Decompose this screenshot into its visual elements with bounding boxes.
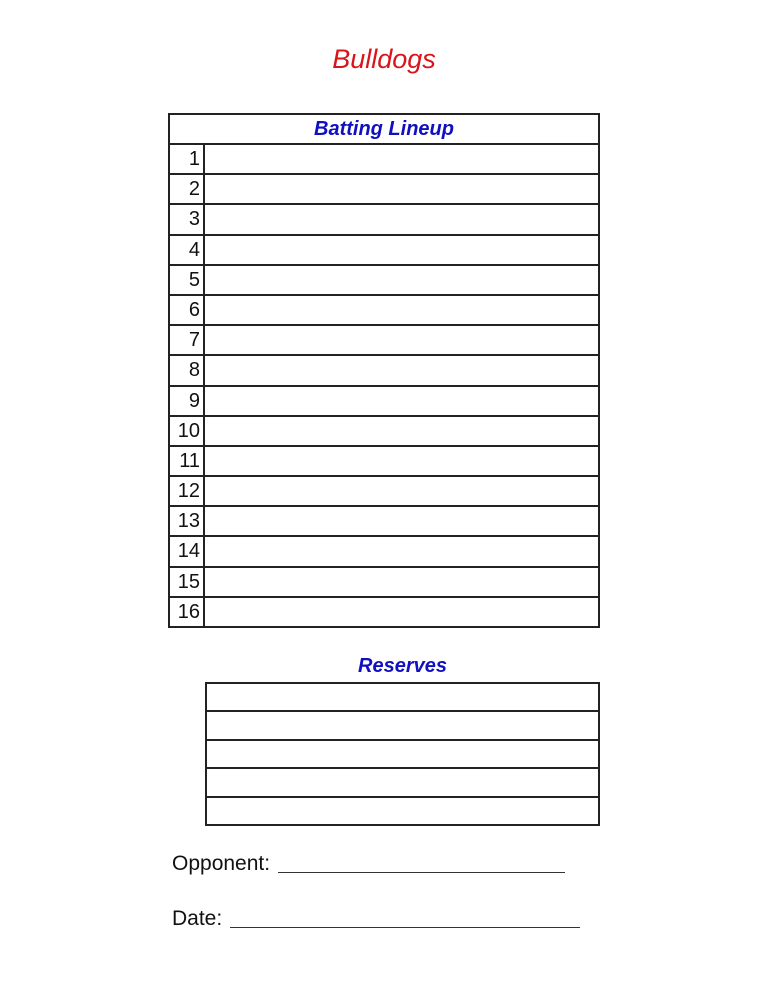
date-field (172, 907, 580, 931)
batting-order-number: 2 (170, 175, 205, 203)
batting-order-number: 8 (170, 356, 205, 384)
lineup-row (170, 507, 598, 537)
reserve-row (207, 769, 598, 797)
batting-order-number: 3 (170, 205, 205, 233)
lineup-row (170, 447, 598, 477)
player-name-cell (205, 205, 598, 233)
opponent-blank-line (278, 871, 565, 873)
lineup-row (170, 356, 598, 386)
lineup-row (170, 266, 598, 296)
reserve-row (207, 712, 598, 740)
player-name-cell (205, 537, 598, 565)
player-name-cell (205, 236, 598, 264)
opponent-field (172, 852, 565, 876)
opponent-label: Opponent: (172, 852, 271, 875)
reserves-table (205, 682, 600, 826)
lineup-row (170, 598, 598, 626)
lineup-row (170, 145, 598, 175)
batting-lineup-table (168, 113, 600, 628)
batting-order-number: 4 (170, 236, 205, 264)
batting-order-number: 5 (170, 266, 205, 294)
player-name-cell (205, 326, 598, 354)
batting-order-number: 13 (170, 507, 205, 535)
batting-order-number: 16 (170, 598, 205, 626)
reserve-row (207, 798, 598, 824)
batting-order-number: 10 (170, 417, 205, 445)
lineup-row (170, 417, 598, 447)
lineup-row (170, 175, 598, 205)
lineup-row (170, 537, 598, 567)
lineup-row (170, 205, 598, 235)
lineup-row (170, 296, 598, 326)
player-name-cell (205, 568, 598, 596)
lineup-row (170, 477, 598, 507)
team-name-title: Bulldogs (332, 44, 436, 74)
date-blank-line (230, 926, 580, 928)
batting-order-number: 7 (170, 326, 205, 354)
reserve-row (207, 741, 598, 769)
player-name-cell (205, 387, 598, 415)
batting-order-number: 15 (170, 568, 205, 596)
lineup-row (170, 387, 598, 417)
player-name-cell (205, 296, 598, 324)
batting-order-number: 9 (170, 387, 205, 415)
player-name-cell (205, 417, 598, 445)
reserve-row (207, 684, 598, 712)
batting-lineup-heading: Batting Lineup (170, 115, 598, 145)
player-name-cell (205, 175, 598, 203)
player-name-cell (205, 598, 598, 626)
player-name-cell (205, 145, 598, 173)
lineup-row (170, 568, 598, 598)
reserves-heading: Reserves (358, 655, 447, 677)
batting-order-number: 11 (170, 447, 205, 475)
player-name-cell (205, 507, 598, 535)
player-name-cell (205, 266, 598, 294)
batting-order-number: 12 (170, 477, 205, 505)
batting-order-number: 6 (170, 296, 205, 324)
player-name-cell (205, 477, 598, 505)
player-name-cell (205, 356, 598, 384)
lineup-row (170, 236, 598, 266)
date-label: Date: (172, 907, 223, 930)
batting-order-number: 1 (170, 145, 205, 173)
lineup-row (170, 326, 598, 356)
player-name-cell (205, 447, 598, 475)
batting-order-number: 14 (170, 537, 205, 565)
